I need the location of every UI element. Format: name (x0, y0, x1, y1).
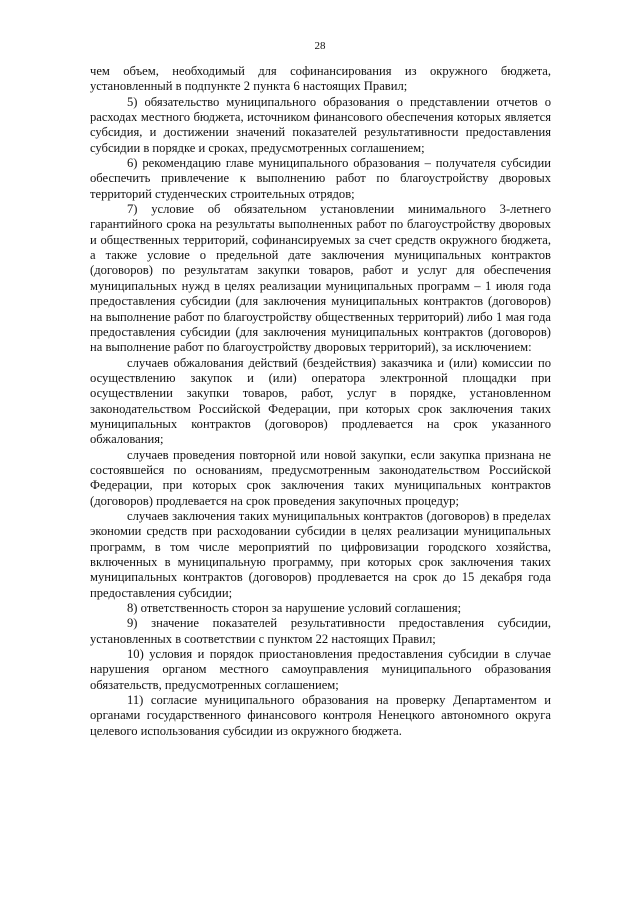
paragraph-item-6: 6) рекомендацию главе муниципального образования – получателя субсидии обеспечить привлечение к выполнению работ по благоустройству дворовых территорий студенческих строительных отрядов; (90, 156, 551, 201)
paragraph-item-9: 9) значение показателей результативности предоставления субсидии, установленных в соответствии с пунктом 22 настоящих Правил; (90, 616, 551, 646)
paragraph-item-5: 5) обязательство муниципального образования о представлении отчетов о расходах местного бюджета, источником финансового обеспечения которых является субсидия, и достижении значений показателей результативности предоставления субсидии в порядке и сроках, предусмотренных соглашением; (90, 94, 551, 155)
paragraph-continuation: чем объем, необходимый для софинансирования из окружного бюджета, установленный в подпункте 2 пункта 6 настоящих Правил; (90, 64, 551, 94)
paragraph-item-7: 7) условие об обязательном установлении минимального 3-летнего гарантийного срока на результаты выполненных работ по благоустройству дворовых и общественных территорий, софинансируемых за счет средств окружного бюджета, а также условие о предельной дате заключения муниципальных контрактов (договоров) по результатам закупки товаров, работ и услуг для обеспечения муниципальных нужд в целях реализации муниципальных программ – 1 июля года предоставления субсидии (для заключения муниципальных контрактов (договоров) на выполнение работ по благоустройству общественных территорий) либо 1 мая года предоставления субсидии (для заключения муниципальных контрактов (договоров) на выполнение работ по благоустройству дворовых территорий), за исключением: (90, 202, 551, 355)
paragraph-exception-savings: случаев заключения таких муниципальных контрактов (договоров) в пределах экономии средств при расходовании субсидии в целях реализации муниципальных программ, в том числе мероприятий по цифровизации городского хозяйства, включенных в муниципальную программу, при которых срок заключения таких муниципальных контрактов (договоров) продлевается на срок до 15 декабря года предоставления субсидии; (90, 508, 551, 600)
page-number: 28 (314, 40, 326, 52)
document-body (90, 64, 551, 739)
paragraph-item-8: 8) ответственность сторон за нарушение условий соглашения; (127, 601, 462, 616)
paragraph-exception-appeal: случаев обжалования действий (бездействия) заказчика и (или) комиссии по осуществлению закупок и (или) оператора электронной площадки при осуществлении закупки товаров, работ, услуг в порядке, установленном законодательством Российской Федерации, при которых срок заключения таких муниципальных контрактов (договоров) продлевается на срок указанного обжалования; (90, 355, 551, 447)
paragraph-exception-repeat-procurement: случаев проведения повторной или новой закупки, если закупка признана не состоявшейся по основаниям, предусмотренным законодательством Российской Федерации, при которых срок заключения таких муниципальных контрактов (договоров) продлевается на срок проведения закупочных процедур; (90, 447, 551, 508)
paragraph-item-11: 11) согласие муниципального образования на проверку Департаментом и органами государственного финансового контроля Ненецкого автономного округа целевого использования субсидии из окружного бюджета. (90, 693, 551, 738)
paragraph-item-10: 10) условия и порядок приостановления предоставления субсидии в случае нарушения органом местного самоуправления муниципального образования обязательств, предусмотренных соглашением; (90, 647, 551, 692)
